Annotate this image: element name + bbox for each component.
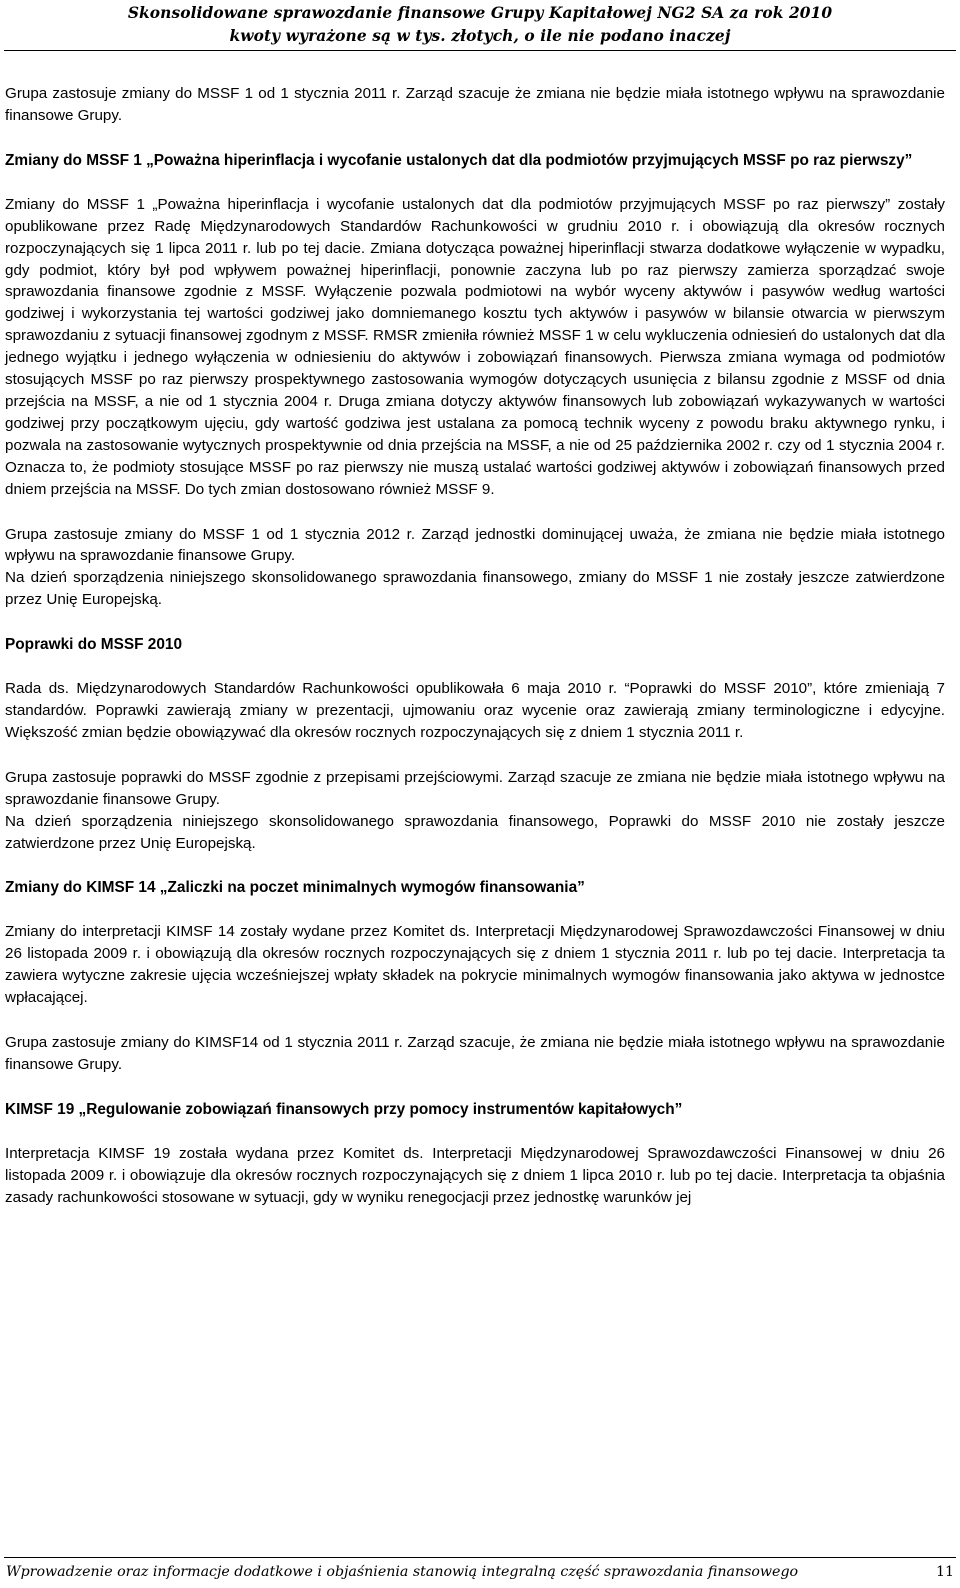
paragraph-mssf1-eu-approval: Na dzień sporządzenia niniejszego skonsolidowanego sprawozdania finansowego, zmiany do MSSF 1 nie zostały jeszcze zatwierdzone przez Unię Europejską. bbox=[5, 569, 945, 609]
page-header bbox=[0, 0, 960, 52]
page-number: 11 bbox=[935, 1564, 954, 1580]
header-subtitle: kwoty wyrażone są w tys. złotych, o ile nie podano inaczej bbox=[229, 27, 731, 45]
section-heading-kimsf19: KIMSF 19 „Regulowanie zobowiązań finansowych przy pomocy instrumentów kapitałowych” bbox=[5, 1100, 683, 1118]
paragraph-improvements-adoption: Grupa zastosuje poprawki do MSSF zgodnie z przepisami przejściowymi. Zarząd szacuje ze zmiana nie będzie miała istotnego wpływu na sprawozdanie finansowe Grupy. bbox=[5, 768, 945, 808]
section-heading-improvements-2010: Poprawki do MSSF 2010 bbox=[5, 636, 183, 654]
paragraph-improvements-eu-approval: Na dzień sporządzenia niniejszego skonsolidowanego sprawozdania finansowego, Poprawki do MSSF 2010 nie zostały jeszcze zatwierdzone przez Unię Europejską. bbox=[5, 812, 945, 852]
section-heading-kimsf14: Zmiany do KIMSF 14 „Zaliczki na poczet minimalnych wymogów finansowania” bbox=[5, 879, 585, 897]
header-divider bbox=[4, 50, 956, 51]
footer-note: Wprowadzenie oraz informacje dodatkowe i objaśnienia stanowią integralną część sprawozdania finansowego bbox=[6, 1564, 799, 1580]
paragraph-improvements-2010: Rada ds. Międzynarodowych Standardów Rachunkowości opublikowała 6 maja 2010 r. “Poprawki do MSSF 2010”, które zmieniają 7 standardów. Poprawki zawierają zmiany w prezentacji, ujmowaniu oraz wycenie oraz zawierają zmiany terminologiczne i edycyjne. Większość zmian będzie obowiązywać dla okresów rocznych rozpoczynających się z dniem 1 stycznia 2011 r. bbox=[5, 680, 945, 741]
footer-divider bbox=[4, 1557, 956, 1558]
header-title: Skonsolidowane sprawozdanie finansowe Grupy Kapitałowej NG2 SA za rok 2010 bbox=[127, 4, 833, 22]
paragraph-kimsf14: Zmiany do interpretacji KIMSF 14 zostały wydane przez Komitet ds. Interpretacji Międzynarodowej Sprawozdawczości Finansowej w dniu 26 listopada 2009 r. i obowiązują dla okresów rocznych rozpoczynających się z dniem 1 stycznia 2011 r. lub po tej dacie. Interpretacja ta zawiera wytyczne zakresie ujęcia wcześniejszej wpłaty składek na pokrycie minimalnych wymogów finansowania jako aktywa w jednostce wpłacającej. bbox=[5, 923, 945, 1007]
paragraph-mssf1-hyperinflation: Zmiany do MSSF 1 „Poważna hiperinflacja i wycofanie ustalonych dat dla podmiotów przyjmujących MSSF po raz pierwszy” zostały opublikowane przez Radę Międzynarodowych Standardów Rachunkowości w grudniu 2010 r. i obowiązują dla okresów rocznych rozpoczynających się 1 lipca 2011 r. lub po tej dacie. Zmiana dotycząca poważnej hiperinflacji stwarza dodatkowe wyłączenie w wypadku, gdy podmiot, który był pod wpływem poważnej hiperinflacji, ponownie zaczyna lub po raz pierwszy zamierza sporządzać swoje sprawozdania finansowe zgodnie z MSSF. Wyłączenie pozwala podmiotowi na wybór wyceny aktywów i pasywów według wartości godziwej i wykorzystania tej wartości godziwej jako domniemanego kosztu tych aktywów i pasywów w bilansie otwarcia w pierwszym sprawozdaniu z sytuacji finansowej zgodnym z MSSF. RMSR zmieniła również MSSF 1 w celu wykluczenia odniesień do ustalonych dat dla jednego wyjątku i jednego wyłączenia w odniesieniu do aktywów i zobowiązań finansowych. Pierwsza zmiana wymaga od podmiotów stosujących MSSF po raz pierwszy prospektywnego zastosowania wymogów dotyczących usunięcia z bilansu zgodnie z MSSF od dnia przejścia na MSSF, a nie od 1 stycznia 2004 r. Druga zmiana dotyczy aktywów finansowych lub zobowiązań wykazywanych w wartości godziwej przy początkowym ujęciu, gdy wartość godziwa jest ustalana za pomocą technik wyceny z powodu braku aktywnego rynku, i pozwala na zastosowanie wytycznych prospektywnie od dnia przejścia na MSSF, a nie od 25 października 2002 r. czy od 1 stycznia 2004 r. Oznacza to, że podmioty stosujące MSSF po raz pierwszy nie muszą ustalać wartości godziwej aktywów i zobowiązań finansowych przed dniem przejścia na MSSF. Do tych zmian dostosowano również MSSF 9. bbox=[5, 195, 945, 498]
paragraph-mssf1-adoption-2011: Grupa zastosuje zmiany do MSSF 1 od 1 stycznia 2011 r. Zarząd szacuje że zmiana nie będzie miała istotnego wpływu na sprawozdanie finansowe Grupy. bbox=[5, 85, 945, 124]
paragraph-kimsf14-adoption: Grupa zastosuje zmiany do KIMSF14 od 1 stycznia 2011 r. Zarząd szacuje, że zmiana nie będzie miała istotnego wpływu na sprawozdanie finansowe Grupy. bbox=[5, 1034, 945, 1073]
section-heading-mssf1-hyperinflation: Zmiany do MSSF 1 „Poważna hiperinflacja i wycofanie ustalonych dat dla podmiotów przyjmujących MSSF po raz pierwszy” bbox=[5, 151, 913, 169]
paragraph-mssf1-adoption-2012: Grupa zastosuje zmiany do MSSF 1 od 1 stycznia 2012 r. Zarząd jednostki dominującej uważa, że zmiana nie będzie miała istotnego wpływu na sprawozdanie finansowe Grupy. bbox=[5, 525, 945, 565]
page-footer bbox=[4, 1560, 956, 1586]
paragraph-kimsf19: Interpretacja KIMSF 19 została wydana przez Komitet ds. Interpretacji Międzynarodowej Sprawozdawczości Finansowej w dniu 26 listopada 2009 r. i obowiązuje dla okresów rocznych rozpoczynających się z dniem 1 lipca 2010 r. lub po tej dacie. Interpretacja ta objaśnia zasady rachunkowości stosowane w sytuacji, gdy w wyniku renegocjacji przez jednostkę warunków jej bbox=[5, 1144, 945, 1206]
document-body bbox=[5, 83, 945, 1232]
